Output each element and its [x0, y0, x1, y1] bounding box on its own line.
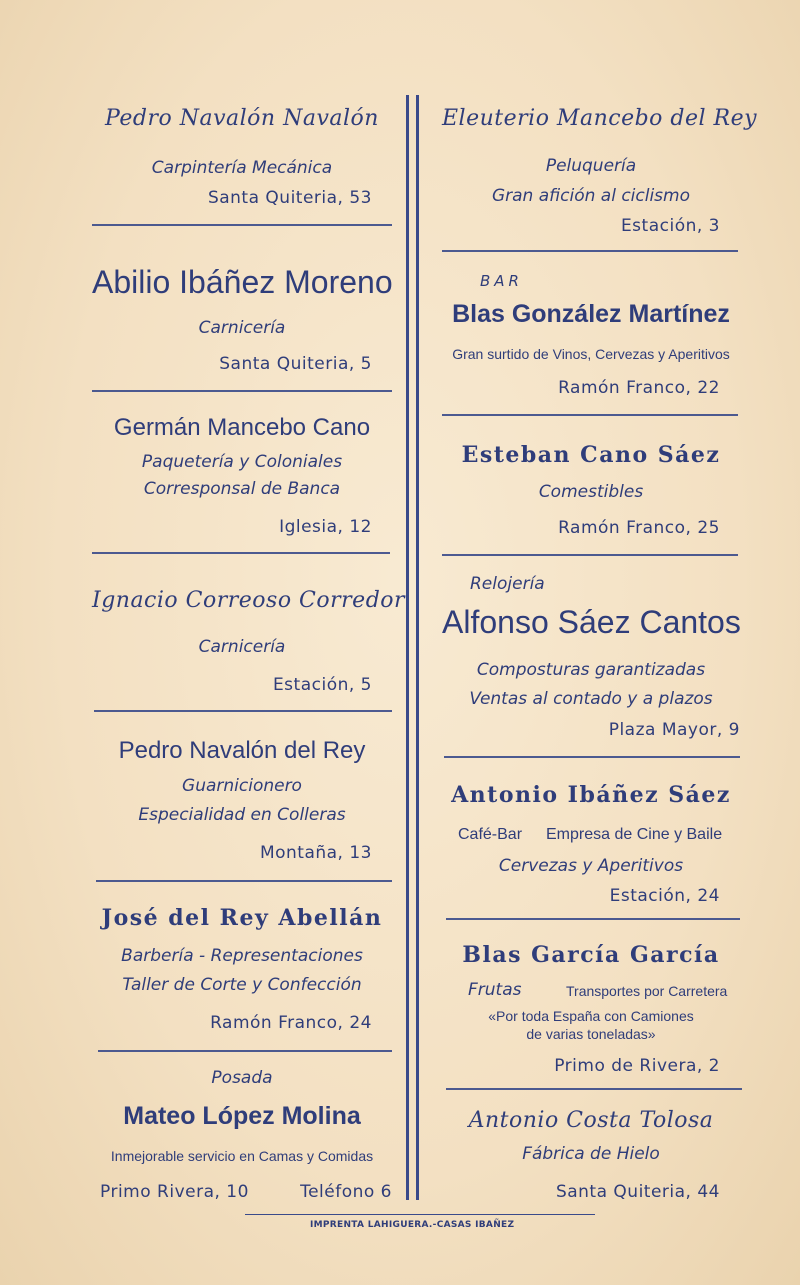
business-address: Estación, 3 [620, 216, 720, 236]
business-description: «Por toda España con Camiones [488, 1008, 694, 1024]
business-type: Relojería [470, 574, 545, 594]
business-address: Santa Quiteria, 44 [555, 1182, 720, 1202]
business-description: Empresa de Cine y Baile [546, 826, 723, 843]
separator [442, 250, 738, 252]
separator [446, 918, 740, 920]
business-address: Primo Rivera, 10 [100, 1182, 249, 1202]
business-description: Café-Bar [458, 826, 523, 843]
business-description: Guarnicionero [182, 776, 302, 796]
business-description: Paquetería y Coloniales [141, 452, 343, 472]
business-description: Especialidad en Colleras [138, 805, 346, 825]
business-description: Peluquería [545, 156, 637, 176]
business-description: Comestibles [538, 482, 644, 502]
separator [442, 554, 738, 556]
business-name: Antonio Costa Tolosa [468, 1108, 714, 1133]
business-description: Gran afición al ciclismo [491, 186, 691, 206]
business-phone: Teléfono 6 [300, 1182, 392, 1202]
business-address: Ramón Franco, 22 [558, 378, 720, 398]
printer-credit: IMPRENTA LAHIGUERA.-CASAS IBAÑEZ [310, 1220, 515, 1230]
business-type: BAR [480, 272, 523, 290]
footer-rule [245, 1214, 595, 1215]
separator [94, 710, 392, 712]
separator [92, 390, 392, 392]
business-address: Estación, 5 [272, 675, 372, 695]
business-description: Barbería - Representaciones [121, 946, 363, 966]
business-name: Ignacio Correoso Corredor [92, 588, 406, 613]
business-name: Antonio Ibáñez Sáez [451, 782, 731, 808]
business-description: Carpintería Mecánica [151, 158, 333, 178]
business-description: Carnicería [198, 637, 286, 657]
business-name: Blas González Martínez [452, 300, 730, 328]
business-type: Posada [211, 1068, 273, 1088]
business-name: José del Rey Abellán [101, 905, 383, 931]
separator [92, 552, 390, 554]
separator [96, 880, 392, 882]
business-description: Frutas [468, 980, 522, 1000]
business-address: Santa Quiteria, 5 [219, 354, 372, 374]
business-description: Fábrica de Hielo [522, 1144, 660, 1164]
column-divider [406, 95, 409, 1200]
business-address: Primo de Rivera, 2 [554, 1056, 720, 1076]
business-address: Ramón Franco, 24 [210, 1013, 372, 1033]
column-divider [416, 95, 419, 1200]
separator [446, 1088, 742, 1090]
business-description: Inmejorable servicio en Camas y Comidas [110, 1148, 374, 1164]
business-address: Santa Quiteria, 53 [207, 188, 372, 208]
business-description: de varias toneladas» [526, 1026, 656, 1042]
business-name: Blas García García [462, 942, 720, 968]
business-name: Germán Mancebo Cano [113, 414, 371, 441]
business-description: Cervezas y Aperitivos [498, 856, 684, 876]
separator [92, 224, 392, 226]
business-address: Iglesia, 12 [279, 517, 372, 537]
business-name: Mateo López Molina [123, 1102, 361, 1130]
business-name: Esteban Cano Sáez [461, 442, 721, 468]
business-name: Pedro Navalón Navalón [105, 106, 379, 131]
business-address: Estación, 24 [609, 886, 720, 906]
separator [442, 414, 738, 416]
business-address: Ramón Franco, 25 [558, 518, 720, 538]
business-description: Transportes por Carretera [566, 983, 728, 999]
business-description: Taller de Corte y Confección [122, 975, 362, 995]
business-description: Composturas garantizadas [476, 660, 706, 680]
business-name: Abilio Ibáñez Moreno [92, 264, 393, 300]
business-name: Pedro Navalón del Rey [118, 737, 366, 764]
business-name: Alfonso Sáez Cantos [442, 604, 741, 640]
separator [98, 1050, 392, 1052]
business-address: Montaña, 13 [259, 843, 372, 863]
business-description: Gran surtido de Vinos, Cervezas y Aperitivos [452, 346, 730, 362]
separator [444, 756, 740, 758]
business-description: Ventas al contado y a plazos [469, 689, 713, 709]
business-address: Plaza Mayor, 9 [608, 720, 740, 740]
business-description: Corresponsal de Banca [143, 479, 341, 499]
business-name: Eleuterio Mancebo del Rey [442, 106, 758, 131]
business-description: Carnicería [198, 318, 286, 338]
